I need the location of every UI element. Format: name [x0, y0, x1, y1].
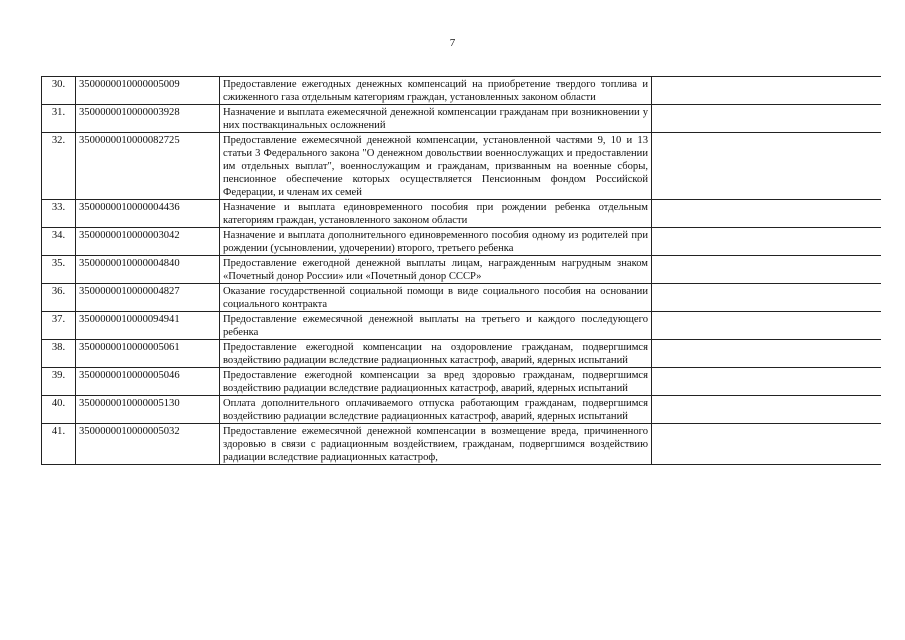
empty-cell	[652, 105, 882, 133]
empty-cell	[652, 200, 882, 228]
service-description: Оказание государственной социальной помощи в виде социального пособия на основании социального контракта	[220, 284, 652, 312]
service-code: 3500000010000003042	[76, 228, 220, 256]
row-number: 31.	[42, 105, 76, 133]
service-description: Предоставление ежемесячной денежной выплаты на третьего и каждого последующего ребенка	[220, 312, 652, 340]
empty-cell	[652, 256, 882, 284]
table-row	[42, 133, 882, 200]
empty-cell	[652, 284, 882, 312]
table-row	[42, 228, 882, 256]
row-number: 33.	[42, 200, 76, 228]
row-number: 37.	[42, 312, 76, 340]
table-body	[42, 77, 882, 465]
service-description: Предоставление ежегодной компенсации за вред здоровью гражданам, подвергшимся воздействию радиации вследствие радиационных катастроф, аварий, ядерных испытаний	[220, 368, 652, 396]
row-number: 40.	[42, 396, 76, 424]
table-row	[42, 424, 882, 465]
service-code: 3500000010000082725	[76, 133, 220, 200]
empty-cell	[652, 228, 882, 256]
service-code: 3500000010000004840	[76, 256, 220, 284]
row-number: 36.	[42, 284, 76, 312]
table-row	[42, 256, 882, 284]
table-row	[42, 312, 882, 340]
service-code: 3500000010000005130	[76, 396, 220, 424]
row-number: 41.	[42, 424, 76, 465]
table-row	[42, 77, 882, 105]
row-number: 39.	[42, 368, 76, 396]
empty-cell	[652, 368, 882, 396]
service-description: Предоставление ежегодной компенсации на оздоровление гражданам, подвергшимся воздействию радиации вследствие радиационных катастроф, аварий, ядерных испытаний	[220, 340, 652, 368]
row-number: 35.	[42, 256, 76, 284]
services-table	[41, 76, 881, 465]
service-code: 3500000010000005061	[76, 340, 220, 368]
service-code: 3500000010000004827	[76, 284, 220, 312]
service-description: Предоставление ежемесячной денежной компенсации в возмещение вреда, причиненного здоровью в связи с радиационным воздействием, гражданам, подвергшимся воздействию радиации вследствие радиационных катастроф,	[220, 424, 652, 465]
table-row	[42, 340, 882, 368]
row-number: 30.	[42, 77, 76, 105]
service-description: Предоставление ежемесячной денежной компенсации, установленной частями 9, 10 и 13 статьи 3 Федерального закона "О денежном довольствии военнослужащих и предоставлении им отдельных выплат", военнослужащим и гражданам, призванным на военные сборы, пенсионное обеспечение которых осуществляется Пенсионным фондом Российской Федерации, и членам их семей	[220, 133, 652, 200]
table-row	[42, 284, 882, 312]
empty-cell	[652, 77, 882, 105]
service-description: Назначение и выплата единовременного пособия при рождении ребенка отдельным категориям граждан, установленного законом области	[220, 200, 652, 228]
service-description: Предоставление ежегодной денежной выплаты лицам, награжденным нагрудным знаком «Почетный донор России» или «Почетный донор СССР»	[220, 256, 652, 284]
service-code: 3500000010000005032	[76, 424, 220, 465]
table-row	[42, 200, 882, 228]
empty-cell	[652, 312, 882, 340]
row-number: 34.	[42, 228, 76, 256]
service-code: 3500000010000005046	[76, 368, 220, 396]
service-description: Предоставление ежегодных денежных компенсаций на приобретение твердого топлива и сжиженного газа отдельным категориям граждан, установленных законом области	[220, 77, 652, 105]
service-code: 3500000010000004436	[76, 200, 220, 228]
service-code: 3500000010000005009	[76, 77, 220, 105]
row-number: 32.	[42, 133, 76, 200]
empty-cell	[652, 340, 882, 368]
table-row	[42, 368, 882, 396]
empty-cell	[652, 396, 882, 424]
service-code: 3500000010000094941	[76, 312, 220, 340]
services-table-container	[41, 76, 881, 594]
page-number: 7	[449, 37, 456, 49]
service-description: Оплата дополнительного оплачиваемого отпуска работающим гражданам, подвергшимся воздействию радиации вследствие радиационных катастроф, аварий, ядерных испытаний	[220, 396, 652, 424]
empty-cell	[652, 424, 882, 465]
service-description: Назначение и выплата ежемесячной денежной компенсации гражданам при возникновении у них поствакцинальных осложнений	[220, 105, 652, 133]
table-row	[42, 105, 882, 133]
service-description: Назначение и выплата дополнительного единовременного пособия одному из родителей при рождении (усыновлении, удочерении) второго, третьего ребенка	[220, 228, 652, 256]
service-code: 3500000010000003928	[76, 105, 220, 133]
table-row	[42, 396, 882, 424]
empty-cell	[652, 133, 882, 200]
row-number: 38.	[42, 340, 76, 368]
